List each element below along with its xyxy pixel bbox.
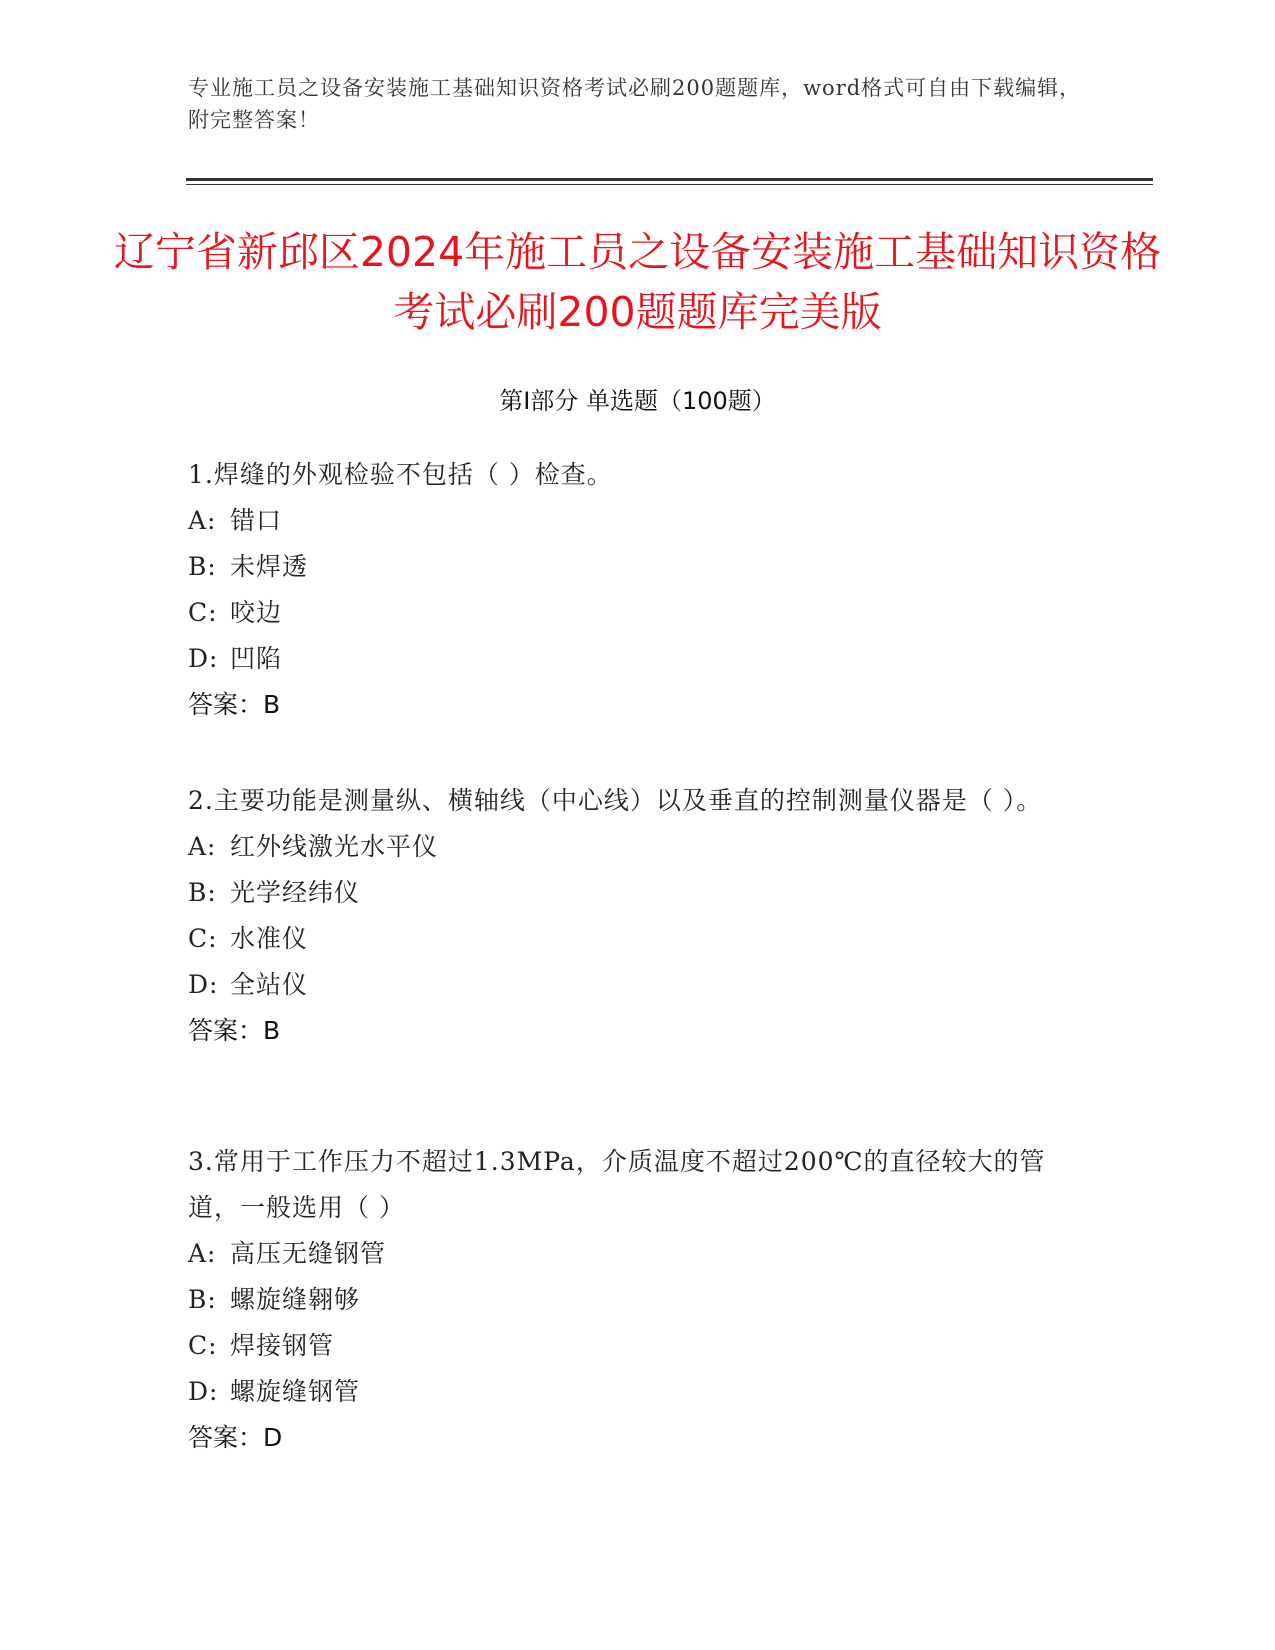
option-letter: A:	[188, 1239, 217, 1268]
option-text: 凹陷	[230, 644, 283, 673]
question-3	[188, 1139, 1068, 1461]
option-d	[188, 636, 1068, 682]
option-letter: B:	[188, 552, 217, 581]
option-b	[188, 870, 1068, 916]
option-b	[188, 1277, 1068, 1323]
option-d	[188, 962, 1068, 1008]
option-text: 焊接钢管	[230, 1331, 335, 1360]
option-letter: A:	[188, 832, 217, 861]
option-d	[188, 1369, 1068, 1415]
question-stem: 2.主要功能是测量纵、横轴线（中心线）以及垂直的控制测量仪器是（ ）。	[188, 786, 1043, 815]
option-c	[188, 590, 1068, 636]
option-text: 螺旋缝钢管	[230, 1377, 361, 1406]
option-b	[188, 544, 1068, 590]
option-letter: B:	[188, 878, 217, 907]
option-text: 高压无缝钢管	[230, 1239, 387, 1268]
option-text: 错口	[230, 506, 283, 535]
header-divider-thin	[186, 184, 1153, 185]
question-1	[188, 452, 1068, 728]
header-note: 专业施工员之设备安装施工基础知识资格考试必刷200题题库，word格式可自由下载编辑，附完整答案！	[188, 76, 1082, 132]
option-letter: D:	[188, 644, 219, 673]
option-letter: D:	[188, 1377, 219, 1406]
option-text: 光学经纬仪	[230, 878, 361, 907]
option-letter: A:	[188, 506, 217, 535]
option-letter: C:	[188, 1331, 218, 1360]
document-title: 辽宁省新邱区2024年施工员之设备安装施工基础知识资格考试必刷200题题库完美版	[113, 228, 1162, 336]
question-stem: 3.常用于工作压力不超过1.3MPa，介质温度不超过200℃的直径较大的管道，一般选用（ ）	[188, 1147, 1046, 1222]
answer-line: 答案：B	[188, 1016, 281, 1045]
option-a	[188, 1231, 1068, 1277]
section-heading: 第Ⅰ部分 单选题（100题）	[499, 387, 776, 415]
option-letter: B:	[188, 1285, 217, 1314]
option-letter: C:	[188, 598, 218, 627]
option-a	[188, 498, 1068, 544]
option-text: 水准仪	[230, 924, 309, 953]
option-letter: C:	[188, 924, 218, 953]
option-text: 红外线激光水平仪	[230, 832, 439, 861]
question-stem: 1.焊缝的外观检验不包括（ ）检查。	[188, 460, 613, 489]
header-divider-thick	[186, 178, 1153, 181]
answer-line: 答案：D	[188, 1423, 283, 1452]
option-a	[188, 824, 1068, 870]
option-text: 螺旋缝翱够	[230, 1285, 361, 1314]
option-text: 全站仪	[230, 970, 309, 999]
answer-line: 答案：B	[188, 690, 281, 719]
option-c	[188, 1323, 1068, 1369]
option-letter: D:	[188, 970, 219, 999]
option-text: 未焊透	[230, 552, 309, 581]
option-c	[188, 916, 1068, 962]
option-text: 咬边	[230, 598, 283, 627]
question-2	[188, 778, 1068, 1054]
